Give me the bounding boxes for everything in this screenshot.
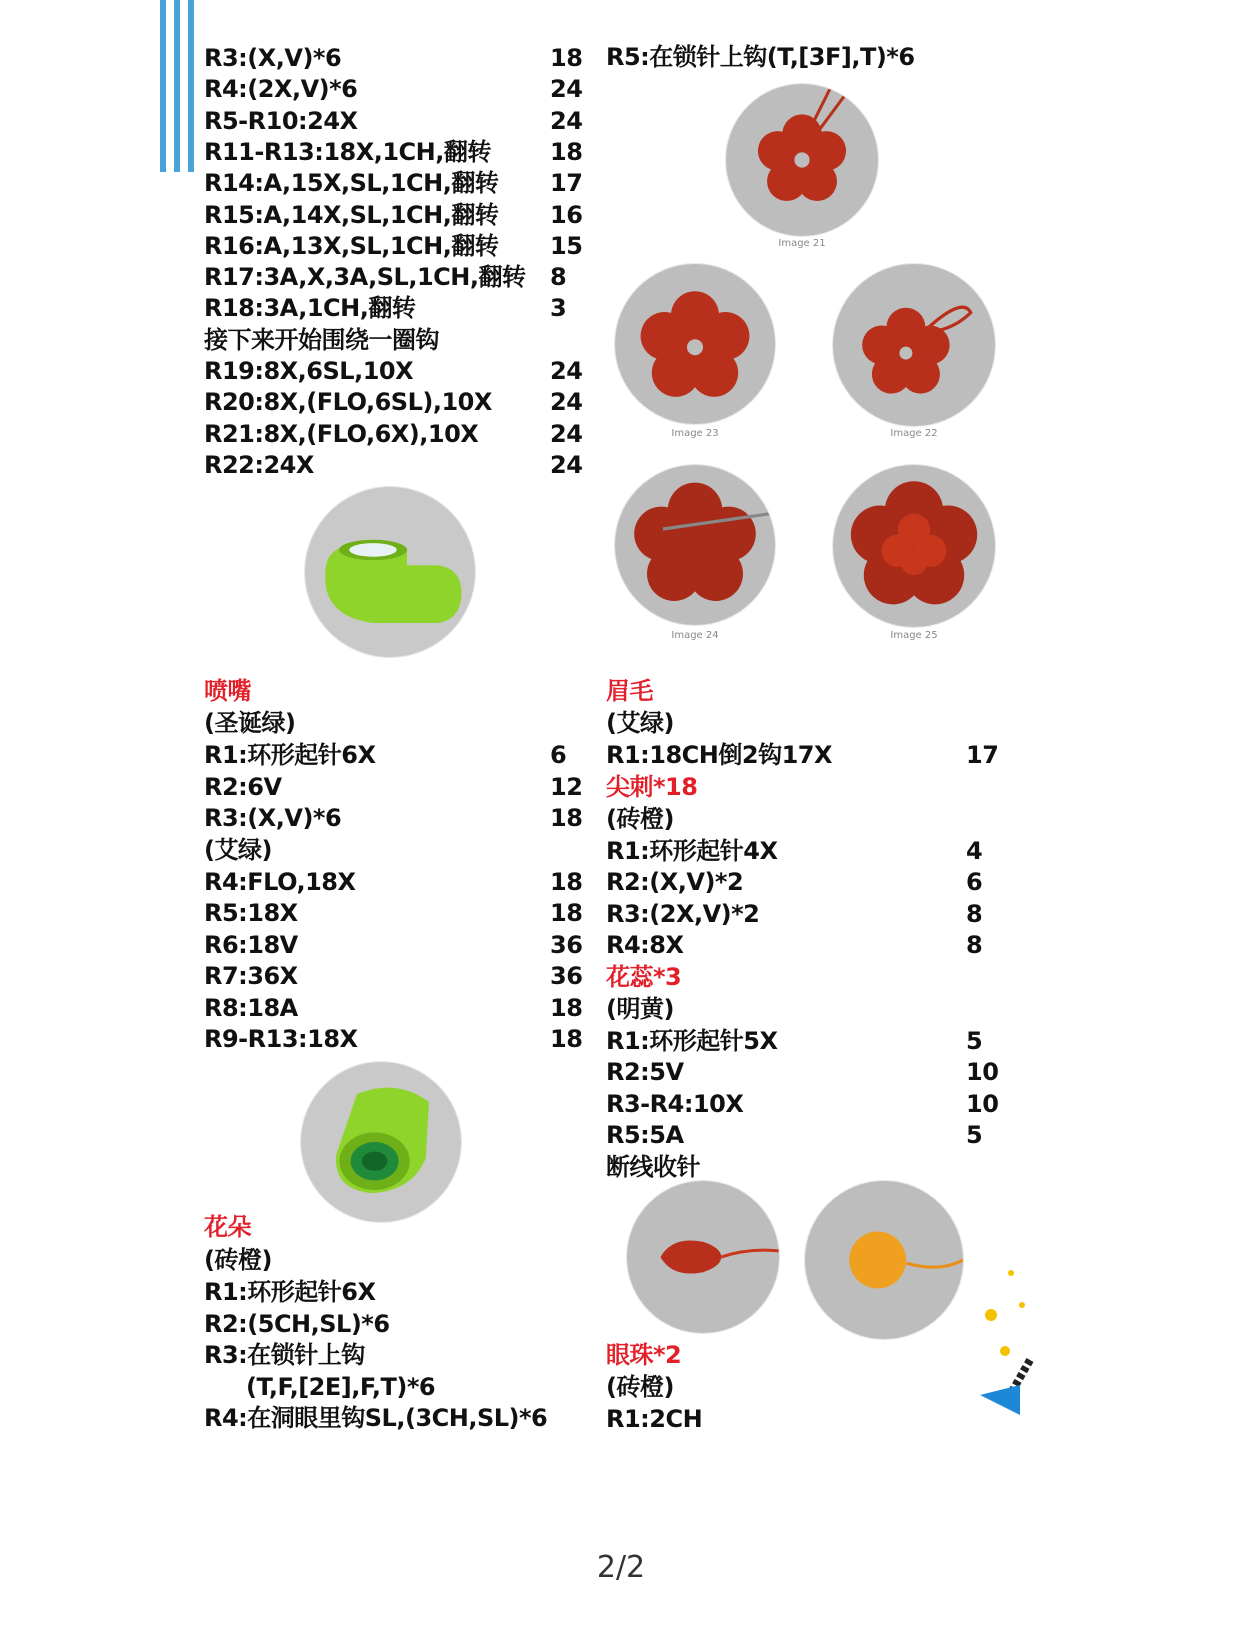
flower-photo-21: [726, 84, 878, 236]
decorative-stripes: [160, 0, 194, 172]
row-count: 5: [966, 1121, 983, 1149]
row-count: 8: [966, 899, 983, 928]
row-count: 8: [966, 931, 983, 959]
row-label: 喷嘴: [204, 677, 251, 705]
row-label: R21:8X,(FLO,6X),10X: [204, 419, 479, 448]
row-label: R22:24X: [204, 450, 314, 479]
row-label: R1:18CH倒2钩17X: [606, 741, 832, 769]
row-label: 尖刺*18: [606, 772, 698, 801]
flower-photo-24: [615, 465, 775, 625]
row-count: 36: [550, 930, 583, 959]
row-count: 24: [550, 357, 583, 385]
row-count: 18: [550, 44, 583, 72]
row-count: 16: [550, 200, 583, 229]
green-boot-photo: [305, 487, 475, 657]
row-label: R18:3A,1CH,翻转: [204, 294, 416, 323]
row-count: 3: [550, 294, 567, 323]
row-label: R2:5V: [606, 1058, 684, 1086]
row-count: 24: [550, 106, 583, 135]
image-caption-21: Image 21: [778, 238, 826, 249]
flower-photo-25: [833, 465, 995, 627]
row-label: R5-R10:24X: [204, 106, 358, 135]
row-label: 花朵: [204, 1213, 251, 1241]
nozzle-photo: [301, 1062, 461, 1222]
row-count: 10: [966, 1058, 999, 1086]
row-label: R20:8X,(FLO,6SL),10X: [204, 388, 492, 417]
row-label: R3:(X,V)*6: [204, 804, 342, 832]
image-caption-23: Image 23: [671, 428, 719, 439]
row-count: 6: [966, 868, 983, 896]
row-count: 17: [550, 169, 583, 198]
row-label: R6:18V: [204, 930, 298, 959]
row-count: 24: [550, 419, 583, 448]
row-label: R9-R13:18X: [204, 1025, 358, 1053]
row-label: R1:环形起针4X: [606, 836, 778, 865]
row-count: 8: [550, 263, 567, 292]
row-count: 24: [550, 388, 583, 417]
row-count: 36: [550, 962, 583, 990]
page-number: 2/2: [596, 1550, 646, 1585]
row-label: (砖橙): [204, 1246, 272, 1274]
row-label: R16:A,13X,SL,1CH,翻转: [204, 231, 499, 260]
row-label: 眼珠*2: [606, 1341, 682, 1369]
row-count: 18: [550, 137, 583, 166]
row-count: 5: [966, 1026, 983, 1055]
spike-photo: [627, 1181, 779, 1333]
row-count: 15: [550, 231, 583, 260]
row-label: R19:8X,6SL,10X: [204, 357, 414, 385]
row-count: 24: [550, 75, 583, 104]
row-count: 10: [966, 1089, 999, 1118]
flower-photo-22: [833, 264, 995, 426]
row-count: 12: [550, 772, 583, 801]
row-label: 断线收针: [606, 1152, 700, 1181]
row-label: (砖橙): [606, 1373, 674, 1401]
row-label: R17:3A,X,3A,SL,1CH,翻转: [204, 263, 526, 292]
row-label: R14:A,15X,SL,1CH,翻转: [204, 169, 499, 198]
image-caption-22: Image 22: [890, 428, 938, 439]
row-label: R1:2CH: [606, 1405, 703, 1433]
row-label: R2:(5CH,SL)*6: [204, 1309, 390, 1338]
image-caption-25: Image 25: [890, 630, 938, 641]
row-label: R11-R13:18X,1CH,翻转: [204, 137, 491, 166]
row-label: R3:(X,V)*6: [204, 44, 342, 72]
row-label: R7:36X: [204, 962, 298, 990]
row-label: R4:(2X,V)*6: [204, 75, 358, 104]
row-label: R4:8X: [606, 931, 684, 959]
decorative-pencil-icon: [975, 1265, 1045, 1425]
row-count: 4: [966, 836, 983, 865]
row-count: 17: [966, 741, 999, 769]
row-count: 18: [550, 867, 583, 896]
row-label: R4:FLO,18X: [204, 867, 356, 896]
row-count: 24: [550, 450, 583, 479]
stamen-photo: [805, 1181, 963, 1339]
row-label: R1:环形起针6X: [204, 741, 376, 769]
row-label: R5:18X: [204, 899, 298, 927]
row-label: R15:A,14X,SL,1CH,翻转: [204, 200, 499, 229]
row-label: 眉毛: [606, 677, 653, 705]
row-label: (艾绿): [204, 835, 272, 864]
row-label: (艾绿): [606, 709, 674, 737]
flower-photo-23: [615, 264, 775, 424]
row-count: 18: [550, 899, 583, 927]
row-count: 6: [550, 741, 567, 769]
row-label: R2:6V: [204, 772, 282, 801]
image-caption-24: Image 24: [671, 630, 719, 641]
row-label: R1:环形起针5X: [606, 1026, 778, 1055]
row-count: 18: [550, 804, 583, 832]
row-label: (T,F,[2E],F,T)*6: [246, 1372, 436, 1401]
row-label: 花蕊*3: [606, 962, 682, 991]
row-label: R5:在锁针上钩(T,[3F],T)*6: [606, 43, 915, 71]
row-label: R5:5A: [606, 1121, 684, 1149]
row-label: R8:18A: [204, 993, 298, 1022]
row-label: R1:环形起针6X: [204, 1278, 376, 1306]
row-label: R3:(2X,V)*2: [606, 899, 760, 928]
row-label: R4:在洞眼里钩SL,(3CH,SL)*6: [204, 1404, 548, 1432]
row-label: R3-R4:10X: [606, 1089, 744, 1118]
row-label: R3:在锁针上钩: [204, 1341, 365, 1369]
row-label: R2:(X,V)*2: [606, 868, 744, 896]
row-label: (砖橙): [606, 804, 674, 833]
row-label: (圣诞绿): [204, 709, 296, 737]
row-count: 18: [550, 1025, 583, 1053]
row-label: 接下来开始围绕一圈钩: [204, 325, 439, 354]
row-label: (明黄): [606, 994, 674, 1023]
row-count: 18: [550, 993, 583, 1022]
